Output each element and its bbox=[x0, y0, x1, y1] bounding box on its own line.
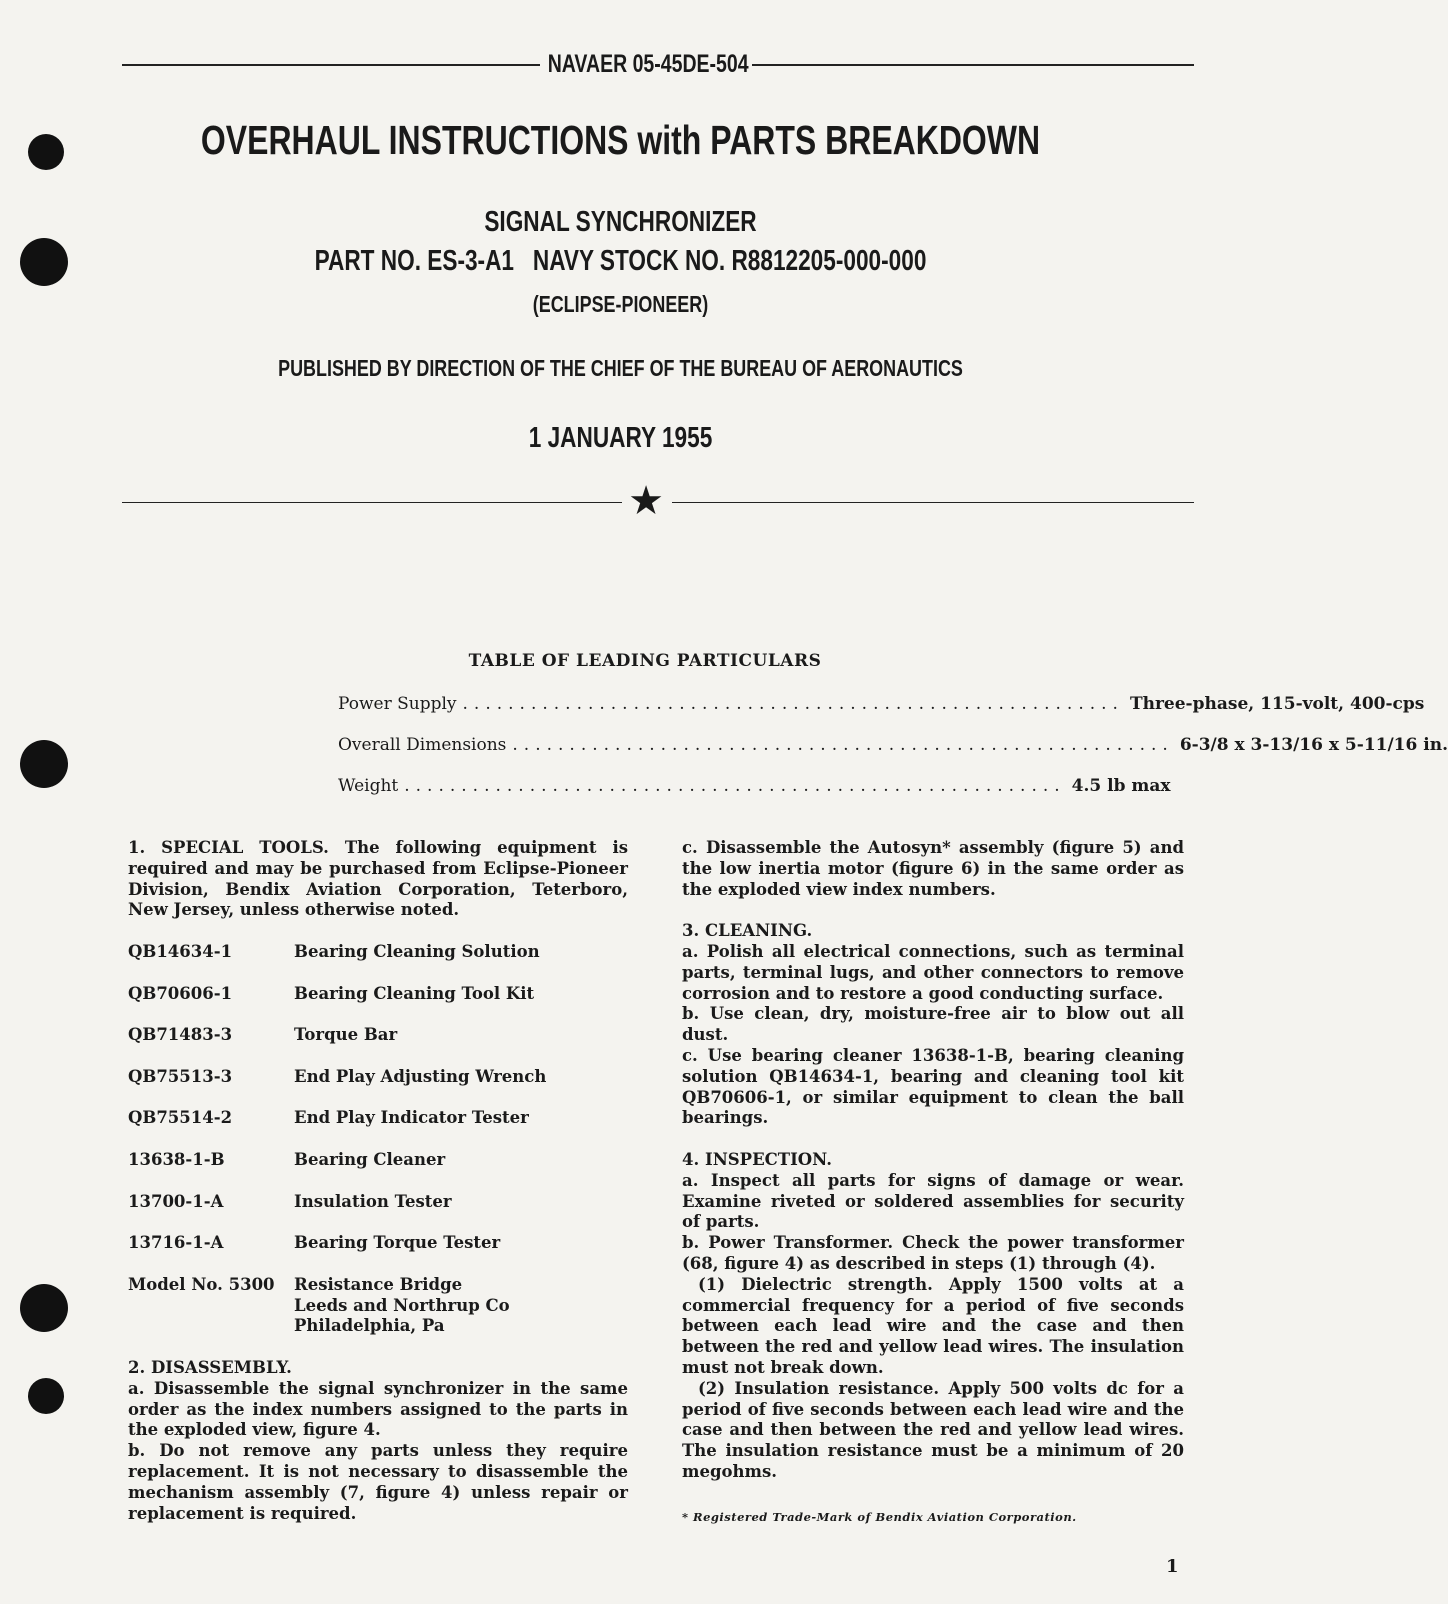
inspection-step-a: a. Inspect all parts for signs of damage or wear. Examine riveted or soldered assemblies for security of parts. bbox=[682, 1170, 1184, 1232]
doc-number: NAVAER 05-45DE-504 bbox=[547, 50, 749, 78]
publication-date: 1 JANUARY 1955 bbox=[528, 422, 713, 454]
cleaning-step-c: c. Use bearing cleaner 13638-1-B, bearing cleaning solution QB14634-1, bearing and cleaning tool kit QB70606-1, or similar equipment to clean the ball bearings. bbox=[682, 1045, 1184, 1128]
subject-title: SIGNAL SYNCHRONIZER bbox=[484, 206, 757, 238]
inspection-step-b: b. Power Transformer. Check the power transformer (68, figure 4) as described in steps (1) through (4). bbox=[682, 1233, 1184, 1273]
trademark-footnote: * Registered Trade-Mark of Bendix Aviation Corporation. bbox=[682, 1510, 1077, 1524]
tool-part-number: QB71483-3 bbox=[128, 1025, 233, 1045]
tool-row bbox=[128, 1150, 628, 1192]
inspection-heading: 4. INSPECTION. bbox=[682, 1149, 832, 1169]
page-number: 1 bbox=[1166, 1556, 1179, 1577]
tool-description: End Play Adjusting Wrench bbox=[294, 1066, 547, 1086]
tool-part-number: QB14634-1 bbox=[128, 942, 233, 961]
manufacturer: (ECLIPSE-PIONEER) bbox=[532, 291, 709, 317]
header-rule-right bbox=[752, 64, 1194, 66]
disassembly-step-b: b. Do not remove any parts unless they require replacement. It is not necessary to disassemble the mechanism assembly (7, figure 4) unless repair or replacement is required. bbox=[128, 1441, 628, 1523]
particular-label: Overall Dimensions bbox=[338, 735, 507, 755]
particular-row-power bbox=[338, 694, 1425, 714]
star-icon: ★ bbox=[628, 478, 664, 524]
particular-label: Weight bbox=[338, 776, 399, 796]
tool-row bbox=[128, 1275, 628, 1347]
leader-dots: .......................................................... bbox=[404, 776, 1066, 796]
binder-hole-5 bbox=[28, 1378, 64, 1414]
spacer bbox=[682, 900, 1184, 921]
divider-rule-left bbox=[122, 502, 622, 503]
divider-rule-right bbox=[672, 502, 1194, 503]
tool-description: Bearing Torque Tester bbox=[294, 1233, 501, 1253]
page-title: OVERHAUL INSTRUCTIONS with PARTS BREAKDOWN bbox=[200, 117, 1041, 163]
tool-description: Bearing Cleaning Tool Kit bbox=[294, 983, 535, 1003]
particular-row-dimensions bbox=[338, 735, 1448, 755]
tool-row bbox=[128, 1025, 628, 1067]
cleaning-heading: 3. CLEANING. bbox=[682, 921, 813, 941]
tool-description: Torque Bar bbox=[294, 1025, 398, 1045]
leader-dots: .......................................................... bbox=[512, 735, 1174, 755]
particular-value: Three-phase, 115-volt, 400-cps bbox=[1129, 694, 1425, 714]
particular-value: 6-3/8 x 3-13/16 x 5-11/16 in. bbox=[1179, 735, 1448, 755]
tool-description: Insulation Tester bbox=[294, 1191, 452, 1211]
cleaning-step-a: a. Polish all electrical connections, such as terminal parts, terminal lugs, and other connectors to remove corrosion and to restore a good conducting surface. bbox=[682, 941, 1184, 1003]
tool-description: Bearing Cleaner bbox=[294, 1149, 446, 1169]
tool-row bbox=[128, 942, 628, 984]
special-tools-intro bbox=[128, 838, 628, 921]
tool-row bbox=[128, 1067, 628, 1109]
header-rule-left bbox=[122, 64, 540, 66]
cleaning-step-b: b. Use clean, dry, moisture-free air to blow out all dust. bbox=[682, 1004, 1184, 1045]
special-tools-paragraph: 1. SPECIAL TOOLS. The following equipment is required and may be purchased from Eclipse-Pioneer Division, Bendix Aviation Corporation, Teterboro, New Jersey, unless otherwise noted. bbox=[128, 838, 628, 920]
part-number-line: PART NO. ES-3-A1 NAVY STOCK NO. R8812205-000-000 bbox=[314, 245, 927, 277]
tool-description: Resistance Bridge Leeds and Northrup Co Philadelphia, Pa bbox=[294, 1274, 510, 1336]
tool-row bbox=[128, 1108, 628, 1150]
tool-description: End Play Indicator Tester bbox=[294, 1108, 529, 1128]
tool-part-number: 13638-1-B bbox=[128, 1149, 225, 1169]
tool-row bbox=[128, 1192, 628, 1234]
particular-row-weight bbox=[338, 776, 1171, 796]
tool-row bbox=[128, 984, 628, 1026]
right-column bbox=[682, 838, 1184, 1483]
disassembly-step-a: a. Disassemble the signal synchronizer in the same order as the index numbers assigned to the parts in the exploded view, figure 4. bbox=[128, 1378, 628, 1440]
spacer bbox=[682, 1129, 1184, 1150]
tool-description: Bearing Cleaning Solution bbox=[294, 942, 540, 961]
binder-hole-3 bbox=[20, 740, 68, 788]
leader-dots: .......................................................... bbox=[462, 694, 1124, 714]
tool-part-number: QB75513-3 bbox=[128, 1066, 233, 1086]
inspection-substep-2: (2) Insulation resistance. Apply 500 volts dc for a period of five seconds between each lead wire and the case and then between the red and yellow lead wires. The insulation resistance must be a minimum of 20 megohms. bbox=[682, 1378, 1184, 1481]
disassembly-heading: 2. DISASSEMBLY. bbox=[128, 1358, 292, 1377]
tool-part-number: QB75514-2 bbox=[128, 1108, 233, 1128]
inspection-substep-1: (1) Dielectric strength. Apply 1500 volts at a commercial frequency for a period of five seconds between each lead wire and the case and then between the red and yellow lead wires. The insulation must not break down. bbox=[682, 1274, 1184, 1377]
publisher-line: PUBLISHED BY DIRECTION OF THE CHIEF OF THE BUREAU OF AERONAUTICS bbox=[278, 355, 963, 381]
tool-part-number: Model No. 5300 bbox=[128, 1274, 275, 1294]
disassembly-step-c: c. Disassemble the Autosyn* assembly (figure 5) and the low inertia motor (figure 6) in the same order as the exploded view index numbers. bbox=[682, 838, 1184, 899]
binder-hole-4 bbox=[20, 1284, 68, 1332]
particular-value: 4.5 lb max bbox=[1071, 776, 1171, 796]
tool-part-number: 13716-1-A bbox=[128, 1233, 224, 1253]
leading-particulars-title: TABLE OF LEADING PARTICULARS bbox=[468, 651, 822, 671]
tool-part-number: QB70606-1 bbox=[128, 983, 233, 1003]
disassembly-section bbox=[128, 1358, 628, 1524]
tool-part-number: 13700-1-A bbox=[128, 1191, 224, 1211]
tool-row bbox=[128, 1233, 628, 1275]
special-tools-list bbox=[128, 942, 628, 1347]
particular-label: Power Supply bbox=[338, 694, 457, 714]
